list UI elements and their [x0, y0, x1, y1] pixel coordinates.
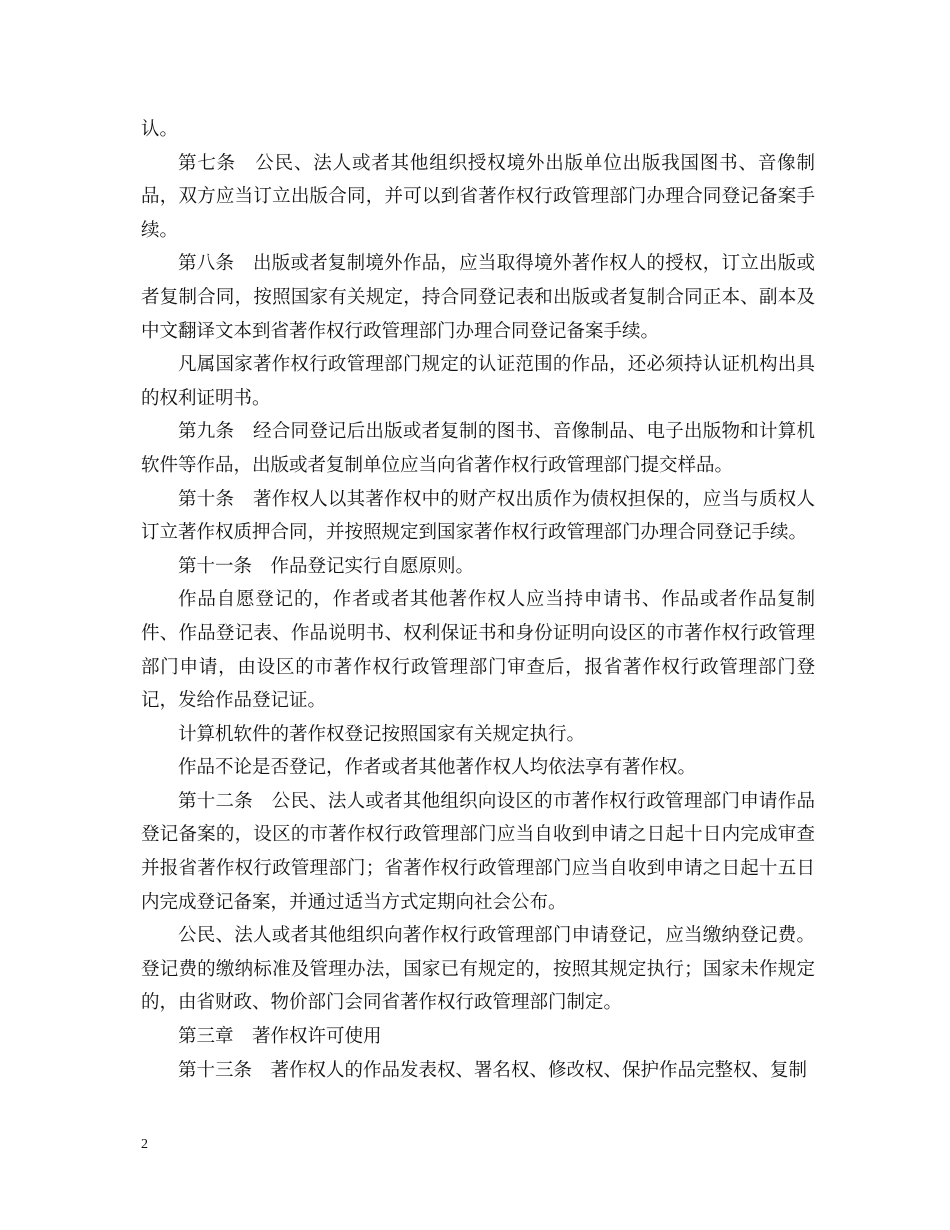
paragraph: 凡属国家著作权行政管理部门规定的认证范围的作品，还必须持认证机构出具的权利证明书。 — [141, 354, 815, 409]
paragraph: 计算机软件的著作权登记按照国家有关规定执行。 — [178, 723, 586, 745]
paragraph: 第七条 公民、法人或者其他组织授权境外出版单位出版我国图书、音像制品，双方应当订立出版合同，并可以到省著作权行政管理部门办理合同登记备案手续。 — [141, 152, 815, 241]
paragraph: 公民、法人或者其他组织向著作权行政管理部门申请登记，应当缴纳登记费。登记费的缴纳标准及管理办法，国家已有规定的，按照其规定执行；国家未作规定的，由省财政、物价部门会同省著作权行政管理部门制定。 — [141, 925, 815, 1014]
paragraph: 作品不论是否登记，作者或者其他著作权人均依法享有著作权。 — [178, 757, 697, 779]
paragraph: 认。 — [141, 119, 179, 140]
paragraph: 第三章 著作权许可使用 — [178, 1026, 382, 1048]
page-number: 2 — [141, 1137, 148, 1152]
paragraph: 第十二条 公民、法人或者其他组织向设区的市著作权行政管理部门申请作品登记备案的，设区的市著作权行政管理部门应当自收到申请之日起十日内完成审查并报省著作权行政管理部门；省著作权行政管理部门应当自收到申请之日起十五日内完成登记备案，并通过适当方式定期向社会公布。 — [141, 790, 815, 913]
paragraph: 第十三条 著作权人的作品发表权、署名权、修改权、保护作品完整权、复制 — [178, 1059, 808, 1081]
paragraph: 作品自愿登记的，作者或者其他著作权人应当持申请书、作品或者作品复制件、作品登记表、作品说明书、权利保证书和身份证明向设区的市著作权行政管理部门申请，由设区的市著作权行政管理部门审查后，报省著作权行政管理部门登记，发给作品登记证。 — [141, 589, 815, 712]
paragraph: 第十一条 作品登记实行自愿原则。 — [178, 555, 475, 577]
document-body — [141, 113, 815, 1087]
paragraph: 第九条 经合同登记后出版或者复制的图书、音像制品、电子出版物和计算机软件等作品，出版或者复制单位应当向省著作权行政管理部门提交样品。 — [141, 421, 815, 476]
paragraph: 第八条 出版或者复制境外作品，应当取得境外著作权人的授权，订立出版或者复制合同，按照国家有关规定，持合同登记表和出版或者复制合同正本、副本及中文翻译文本到省著作权行政管理部门办理合同登记备案手续。 — [141, 253, 815, 342]
paragraph: 第十条 著作权人以其著作权中的财产权出质作为债权担保的，应当与质权人订立著作权质押合同，并按照规定到国家著作权行政管理部门办理合同登记手续。 — [141, 488, 815, 544]
